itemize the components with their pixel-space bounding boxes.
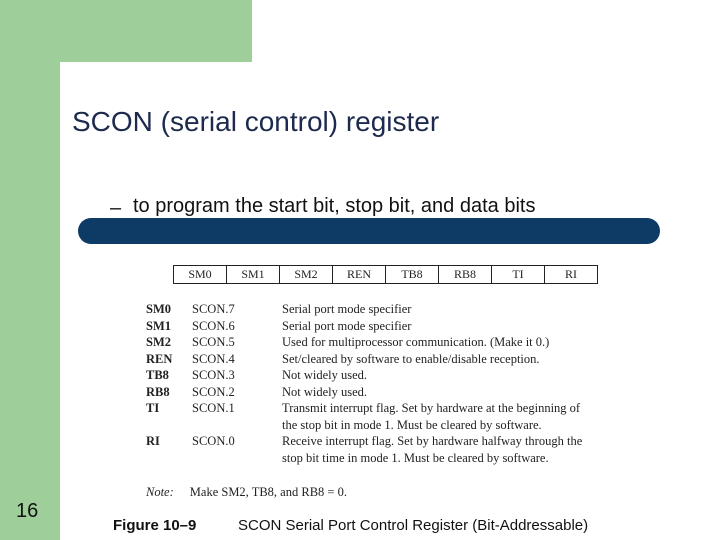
register-bit-cell: SM1	[227, 266, 280, 284]
slide-title: SCON (serial control) register	[72, 106, 440, 137]
definition-bit: SM0	[146, 302, 171, 316]
definition-description: Serial port mode specifier	[282, 302, 412, 316]
bullet-dash: –	[110, 197, 122, 219]
definition-bit: REN	[146, 351, 173, 366]
register-bit-cell: TB8	[386, 266, 439, 284]
definition-description: Receive interrupt flag. Set by hardware halfway through the	[282, 434, 583, 448]
green-top-block	[0, 0, 252, 62]
register-bit-cell: SM0	[174, 266, 227, 284]
definition-location: SCON.7	[192, 302, 235, 316]
definition-bit: RI	[146, 434, 160, 448]
register-bit-cell: RB8	[439, 266, 492, 284]
register-bit-row	[174, 266, 598, 284]
definition-bit: SM1	[146, 318, 171, 333]
definition-location: SCON.1	[192, 401, 235, 415]
title-underline-bar	[78, 218, 660, 244]
definition-description: Serial port mode specifier	[282, 318, 412, 333]
note-line	[146, 485, 347, 500]
definition-location: SCON.6	[192, 318, 235, 333]
definition-description: Used for multiprocessor communication. (Make it 0.)	[282, 335, 550, 349]
register-bit-cell: TI	[492, 266, 545, 284]
register-bit-cell: SM2	[280, 266, 333, 284]
green-sidebar	[0, 0, 60, 540]
definition-description: the stop bit in mode 1. Must be cleared by software.	[282, 417, 542, 432]
figure-caption: SCON Serial Port Control Register (Bit-Addressable)	[238, 517, 589, 534]
register-bit-cell: REN	[333, 266, 386, 284]
page-number: 16	[16, 500, 39, 522]
note-label: Note:	[146, 485, 174, 499]
definition-location: SCON.5	[192, 335, 235, 349]
figure-label: Figure 10–9	[113, 517, 197, 534]
definition-description: stop bit time in mode 1. Must be cleared by software.	[282, 450, 549, 465]
definition-location: SCON.0	[192, 434, 235, 448]
bullet-text: to program the start bit, stop bit, and data bits	[133, 195, 536, 217]
definition-description: Set/cleared by software to enable/disable reception.	[282, 351, 540, 366]
definition-bit: TB8	[146, 368, 169, 382]
definition-description: Transmit interrupt flag. Set by hardware at the beginning of	[282, 401, 581, 415]
definition-description: Not widely used.	[282, 384, 368, 399]
register-bit-cell: RI	[545, 266, 598, 284]
definition-bit: SM2	[146, 335, 171, 349]
scon-register-table	[173, 265, 598, 284]
note-text: Make SM2, TB8, and RB8 = 0.	[189, 485, 347, 499]
definition-bit: RB8	[146, 384, 170, 399]
definition-location: SCON.3	[192, 368, 235, 382]
definition-description: Not widely used.	[282, 368, 368, 382]
definition-bit: TI	[146, 401, 160, 415]
definition-location: SCON.4	[192, 351, 235, 366]
definition-location: SCON.2	[192, 384, 235, 399]
